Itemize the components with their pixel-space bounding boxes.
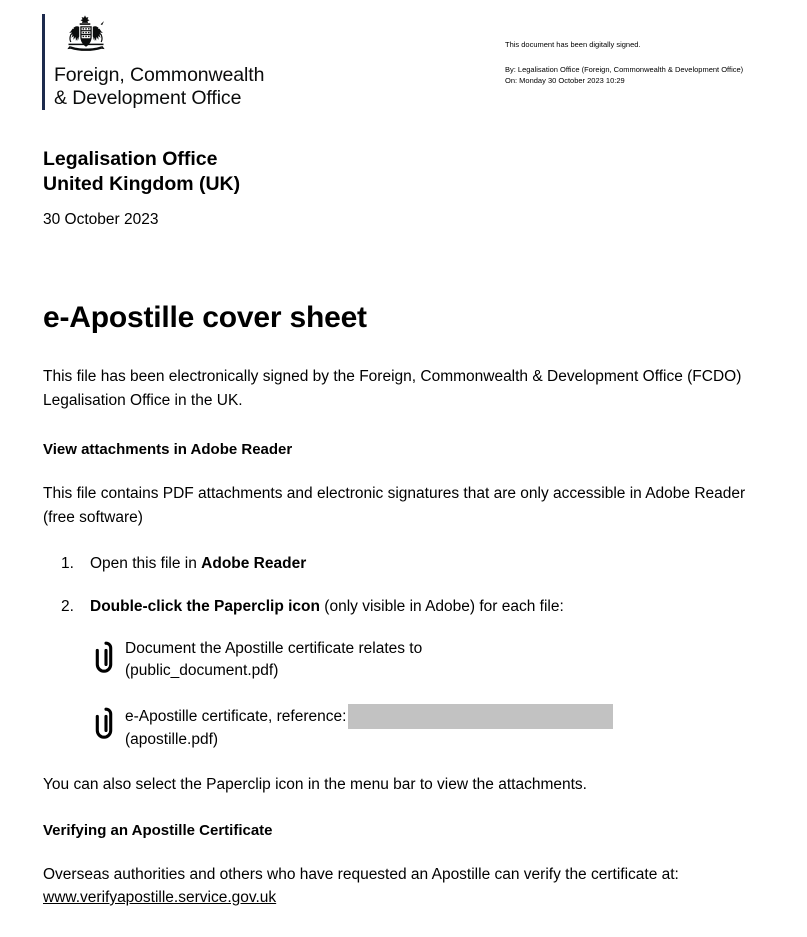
signature-statement: This document has been digitally signed. [505,40,641,49]
fcdo-wordmark-line-1: Foreign, Commonwealth [54,64,265,86]
step-2-note-text: (only visible in Adobe) for each file: [319,598,564,615]
step-2-bold-text: Double-click the Paperclip icon [90,598,320,615]
brand-body [54,14,342,110]
step-1-text: Open this file in [90,555,202,572]
fcdo-logo [42,14,342,110]
signature-signed-on: On: Monday 30 October 2023 10:29 [505,76,625,85]
document-body [43,300,773,937]
step-item-1 [43,552,773,575]
verify-heading: Verifying an Apostille Certificate [43,821,273,839]
view-attachments-paragraph: This file contains PDF attachments and electronic signatures that are only accessible in Adobe Reader (free software) [43,485,746,526]
verify-paragraph [43,863,773,910]
attachment-label-apostille: e-Apostille certificate, reference: [125,707,347,725]
digital-signature-block [505,39,795,86]
office-title [43,147,240,197]
attachment-filename-apostille: (apostille.pdf) [125,731,219,748]
attachment-row-apostille[interactable] [43,704,773,751]
view-attachments-heading: View attachments in Adobe Reader [43,441,293,458]
intro-paragraph: This file has been electronically signed by the Foreign, Commonwealth & Development Office (FCDO) Legalisation Office in the UK. [43,368,742,409]
office-title-line-1: Legalisation Office [43,148,218,170]
step-marker-2: 2. [61,598,74,615]
step-1-bold-text: Adobe Reader [201,555,307,572]
instruction-steps [43,552,773,618]
menu-bar-note: You can also select the Paperclip icon in the menu bar to view the attachments. [43,776,587,793]
paperclip-icon[interactable] [95,641,117,677]
attachment-filename-public-document: (public_document.pdf) [125,662,279,679]
brand-accent-rule [42,14,45,110]
step-item-2 [43,595,773,618]
attachment-row-public-document[interactable] [43,638,773,682]
verify-paragraph-text: Overseas authorities and others who have requested an Apostille can verify the certificate at: [43,865,679,883]
royal-coat-of-arms-icon [56,14,116,62]
verify-apostille-link[interactable]: www.verifyapostille.service.gov.uk [43,889,277,906]
attachment-label-row-apostille [125,704,773,729]
fcdo-masthead [42,14,342,110]
attachment-list [43,638,773,751]
step-marker-1: 1. [61,555,74,572]
page-title: e-Apostille cover sheet [43,301,367,334]
signature-signed-by: By: Legalisation Office (Foreign, Commonwealth & Development Office) [505,65,744,74]
document-date: 30 October 2023 [43,211,159,228]
attachment-label-public-document: Document the Apostille certificate relates to [125,640,423,657]
office-title-line-2: United Kingdom (UK) [43,173,241,195]
fcdo-wordmark-line-2: & Development Office [54,87,242,109]
paperclip-icon[interactable] [95,707,117,743]
redacted-reference-number [348,704,613,729]
